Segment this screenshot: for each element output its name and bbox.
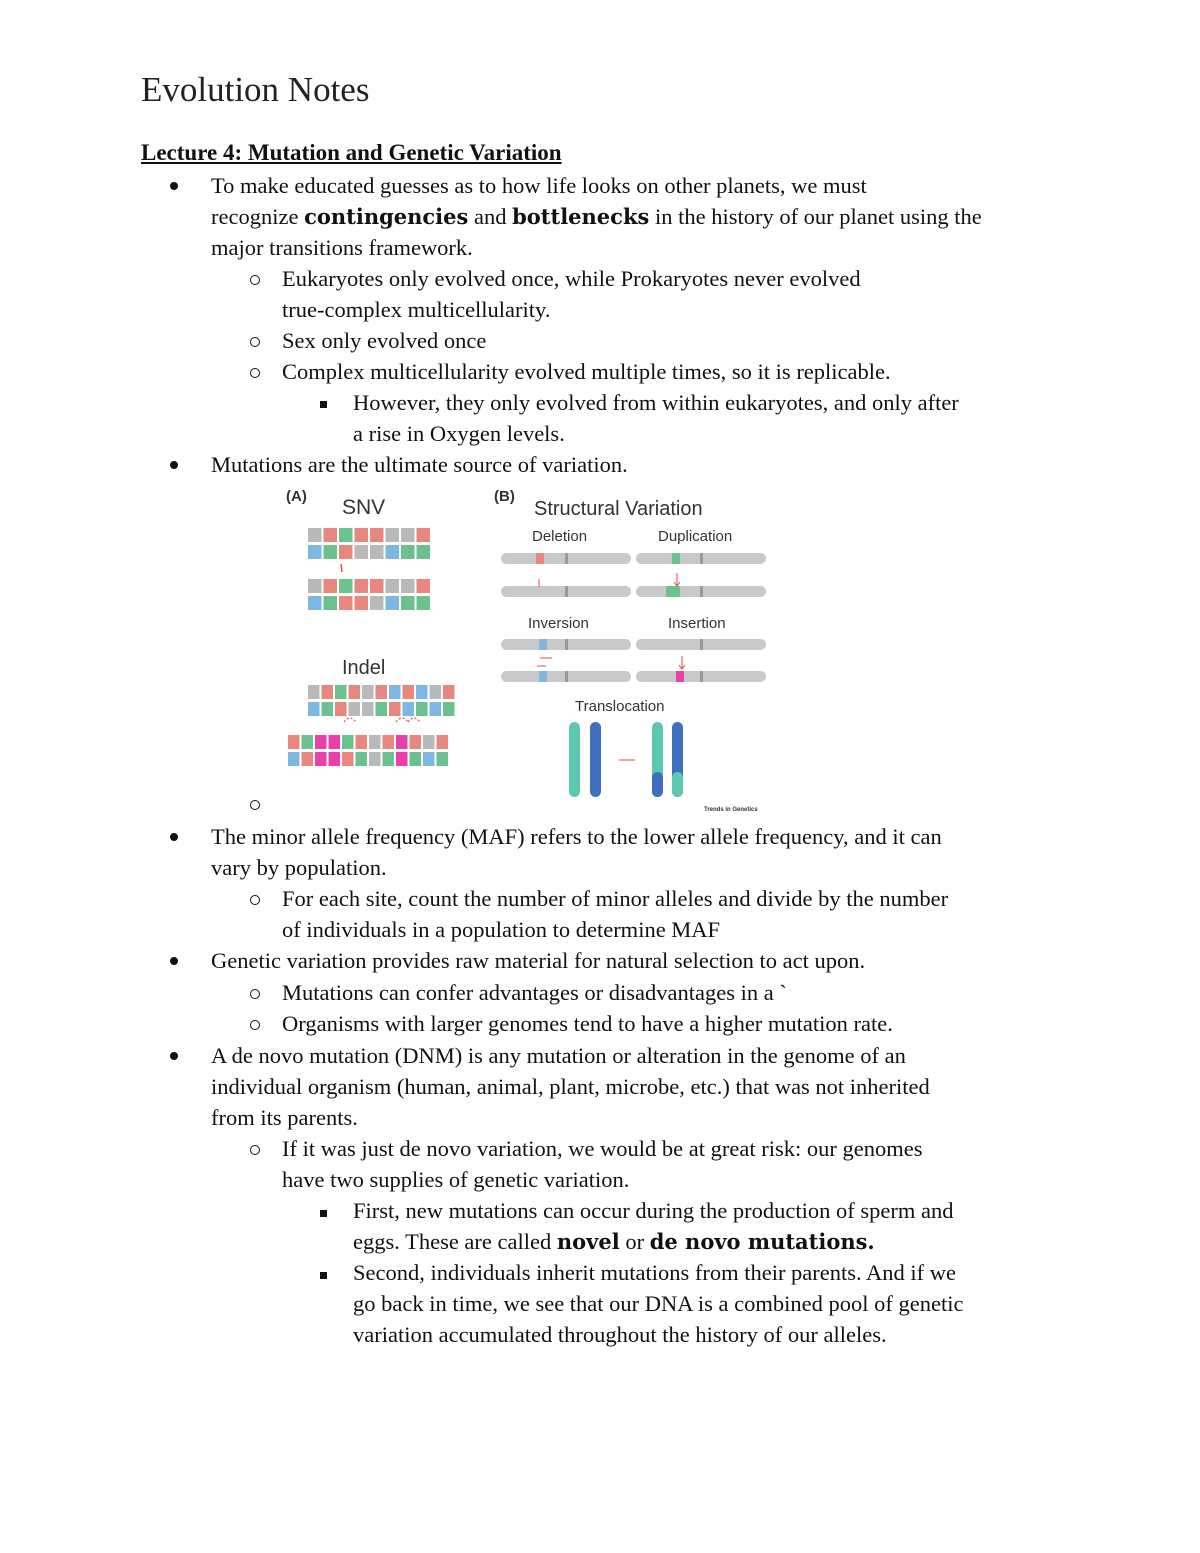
- chromosome-segment: [652, 772, 663, 797]
- chromosome-band: [536, 553, 544, 564]
- chromosome-band: [539, 639, 547, 650]
- base-cell: [369, 735, 381, 749]
- centromere: [565, 553, 568, 564]
- base-cell: [386, 528, 400, 542]
- page-title: Evolution Notes: [141, 70, 370, 109]
- centromere: [565, 671, 568, 682]
- indel-label: Indel: [342, 657, 386, 679]
- bullet-circle: [250, 1020, 260, 1030]
- sub-bullet-sex: Sex only evolved once: [282, 328, 487, 353]
- base-cell: [370, 528, 384, 542]
- base-cell: [308, 579, 322, 593]
- sub-sub-bullet-first: First, new mutations can occur during the production of sperm and: [353, 1198, 954, 1223]
- base-cell: [356, 735, 368, 749]
- base-cell: [423, 735, 435, 749]
- base-cell: [416, 702, 428, 716]
- bullet-square: [320, 401, 327, 408]
- indel-dashed-arrows: [344, 718, 420, 722]
- base-cell: [383, 752, 395, 766]
- base-cell: [383, 735, 395, 749]
- base-cell: [324, 579, 338, 593]
- bullet-dot: [170, 1052, 178, 1060]
- deletion-label: Deletion: [532, 528, 588, 545]
- translocation-after: [652, 722, 683, 797]
- base-cell: [342, 752, 354, 766]
- inversion-arrows: [537, 658, 552, 666]
- base-cell: [386, 545, 400, 559]
- indel-mutated-strand: [288, 735, 448, 766]
- snv-reference-strand: [308, 528, 430, 559]
- bullet-1-line-3: major transitions framework.: [211, 235, 473, 260]
- snv-label: SNV: [342, 496, 386, 519]
- base-cell: [288, 752, 300, 766]
- bullet-dot: [170, 833, 178, 841]
- base-cell: [430, 685, 442, 699]
- chromosome-band: [676, 671, 684, 682]
- bullet-circle: [250, 1145, 260, 1155]
- bullet-circle: [250, 989, 260, 999]
- base-cell: [403, 685, 415, 699]
- base-cell: [355, 545, 369, 559]
- base-cell: [370, 596, 384, 610]
- base-cell: [386, 579, 400, 593]
- text-run: in the history of our planet using the: [649, 204, 982, 229]
- base-cell: [416, 685, 428, 699]
- base-cell: [355, 596, 369, 610]
- base-cell: [430, 702, 442, 716]
- chromosome-segment: [672, 772, 683, 797]
- sub-sub-bullet-second-cont-2: variation accumulated throughout the history of our alleles.: [353, 1322, 887, 1347]
- text-run: recognize: [211, 204, 305, 229]
- base-cell: [410, 735, 422, 749]
- base-cell: [302, 735, 314, 749]
- bullet-dot: [170, 957, 178, 965]
- duplication-arrow: [674, 573, 680, 586]
- bullet-5-line-2: individual organism (human, animal, plant, microbe, etc.) that was not inherited: [211, 1074, 930, 1099]
- centromere: [565, 639, 568, 650]
- bullet-dot: [170, 461, 178, 469]
- base-cell: [335, 685, 347, 699]
- mutation-types-figure: [278, 482, 778, 817]
- term-novel: novel: [556, 1229, 620, 1254]
- base-cell: [339, 545, 353, 559]
- term-bottlenecks: bottlenecks: [512, 204, 650, 229]
- chromosome-band: [539, 671, 547, 682]
- base-cell: [443, 685, 455, 699]
- base-cell: [376, 702, 388, 716]
- text-run: or: [619, 1229, 650, 1254]
- translocation-before: [569, 722, 601, 797]
- base-cell: [376, 685, 388, 699]
- base-cell: [308, 702, 320, 716]
- base-cell: [443, 702, 455, 716]
- snv-mutated-strand: [308, 579, 430, 610]
- lecture-heading: Lecture 4: Mutation and Genetic Variation: [141, 140, 562, 165]
- text-run: and: [468, 204, 513, 229]
- base-cell: [370, 545, 384, 559]
- sub-bullet-risk: If it was just de novo variation, we would be at great risk: our genomes: [282, 1136, 923, 1161]
- base-cell: [369, 752, 381, 766]
- base-cell: [423, 752, 435, 766]
- bullet-4-line: Genetic variation provides raw material for natural selection to act upon.: [211, 948, 866, 973]
- term-de-novo-mutations: de novo mutations.: [649, 1229, 875, 1254]
- base-cell: [288, 735, 300, 749]
- base-cell: [324, 596, 338, 610]
- base-cell: [339, 579, 353, 593]
- base-cell: [342, 735, 354, 749]
- base-cell: [417, 545, 431, 559]
- bullet-dot: [170, 182, 178, 190]
- base-cell: [396, 735, 408, 749]
- centromere: [565, 586, 568, 597]
- base-cell: [322, 702, 334, 716]
- bullet-circle: [250, 337, 260, 347]
- base-cell: [349, 702, 361, 716]
- translocation-label: Translocation: [575, 698, 665, 715]
- base-cell: [308, 596, 322, 610]
- insertion-label: Insertion: [668, 615, 726, 632]
- base-cell: [389, 685, 401, 699]
- centromere: [700, 586, 703, 597]
- base-cell: [335, 702, 347, 716]
- base-cell: [362, 685, 374, 699]
- base-cell: [329, 735, 341, 749]
- centromere: [700, 639, 703, 650]
- structural-variation-label: Structural Variation: [534, 498, 703, 520]
- base-cell: [315, 735, 327, 749]
- centromere: [700, 553, 703, 564]
- bullet-3-line-1: The minor allele frequency (MAF) refers to the lower allele frequency, and it can: [211, 824, 942, 849]
- base-cell: [417, 528, 431, 542]
- base-cell: [315, 752, 327, 766]
- indel-reference-strand: [308, 685, 455, 716]
- bullet-1-line-2: [211, 201, 982, 232]
- base-cell: [324, 528, 338, 542]
- bullet-square: [320, 1210, 327, 1217]
- sub-sub-bullet-however-cont: a rise in Oxygen levels.: [353, 421, 565, 446]
- bullet-3-line-2: vary by population.: [211, 855, 387, 880]
- base-cell: [308, 545, 322, 559]
- base-cell: [339, 528, 353, 542]
- figure-svg: [278, 482, 778, 817]
- base-cell: [386, 596, 400, 610]
- base-cell: [403, 702, 415, 716]
- base-cell: [324, 545, 338, 559]
- base-cell: [308, 685, 320, 699]
- base-cell: [329, 752, 341, 766]
- bullet-5-line-3: from its parents.: [211, 1105, 358, 1130]
- base-cell: [308, 528, 322, 542]
- sub-bullet-multicellularity: Complex multicellularity evolved multiple times, so it is replicable.: [282, 359, 891, 384]
- base-cell: [437, 735, 449, 749]
- base-cell: [401, 596, 415, 610]
- sub-sub-bullet-second: Second, individuals inherit mutations from their parents. And if we: [353, 1260, 957, 1285]
- sub-sub-bullet-first-cont: [353, 1226, 875, 1257]
- bullet-1-line-1: To make educated guesses as to how life looks on other planets, we must: [211, 173, 867, 198]
- term-contingencies: contingencies: [304, 204, 469, 229]
- sub-bullet-risk-cont: have two supplies of genetic variation.: [282, 1167, 630, 1192]
- insertion-arrow: [679, 656, 685, 669]
- base-cell: [389, 702, 401, 716]
- bullet-circle: [250, 275, 260, 285]
- panel-b-label: (B): [494, 488, 515, 505]
- chromosome-navy: [590, 722, 601, 797]
- base-cell: [339, 596, 353, 610]
- bullet-square: [320, 1272, 327, 1279]
- sub-sub-bullet-however: However, they only evolved from within eukaryotes, and only after: [353, 390, 959, 415]
- bullet-5-line-1: A de novo mutation (DNM) is any mutation or alteration in the genome of an: [211, 1043, 906, 1068]
- base-cell: [302, 752, 314, 766]
- bullet-circle: [250, 895, 260, 905]
- base-cell: [401, 579, 415, 593]
- base-cell: [322, 685, 334, 699]
- base-cell: [356, 752, 368, 766]
- bullet-circle-empty: [250, 800, 260, 810]
- sub-bullet-maf: For each site, count the number of minor alleles and divide by the number: [282, 886, 949, 911]
- bullet-2-line: Mutations are the ultimate source of variation.: [211, 452, 628, 477]
- base-cell: [401, 545, 415, 559]
- base-cell: [355, 579, 369, 593]
- sub-bullet-eukaryotes-cont: true-complex multicellularity.: [282, 297, 551, 322]
- base-cell: [355, 528, 369, 542]
- chromosome-band: [666, 586, 680, 597]
- duplication-label: Duplication: [658, 528, 733, 545]
- base-cell: [362, 702, 374, 716]
- base-cell: [417, 579, 431, 593]
- base-cell: [410, 752, 422, 766]
- sub-sub-bullet-second-cont: go back in time, we see that our DNA is a combined pool of genetic: [353, 1291, 964, 1316]
- base-cell: [401, 528, 415, 542]
- base-cell: [396, 752, 408, 766]
- centromere: [700, 671, 703, 682]
- source-credit: Trends in Genetics: [704, 807, 758, 813]
- inversion-label: Inversion: [528, 615, 589, 632]
- snv-arrow: [341, 564, 342, 572]
- sub-bullet-genomes: Organisms with larger genomes tend to have a higher mutation rate.: [282, 1011, 893, 1036]
- base-cell: [437, 752, 449, 766]
- chromosome-teal: [569, 722, 580, 797]
- chromosome-band: [672, 553, 680, 564]
- sub-bullet-advantages: Mutations can confer advantages or disadvantages in a `: [282, 980, 787, 1005]
- panel-a-label: (A): [286, 488, 307, 505]
- base-cell: [370, 579, 384, 593]
- text-run: eggs. These are called: [353, 1229, 557, 1254]
- sub-bullet-maf-cont: of individuals in a population to determine MAF: [282, 917, 721, 942]
- bullet-circle: [250, 368, 260, 378]
- base-cell: [349, 685, 361, 699]
- sub-bullet-eukaryotes: Eukaryotes only evolved once, while Prokaryotes never evolved: [282, 266, 861, 291]
- base-cell: [417, 596, 431, 610]
